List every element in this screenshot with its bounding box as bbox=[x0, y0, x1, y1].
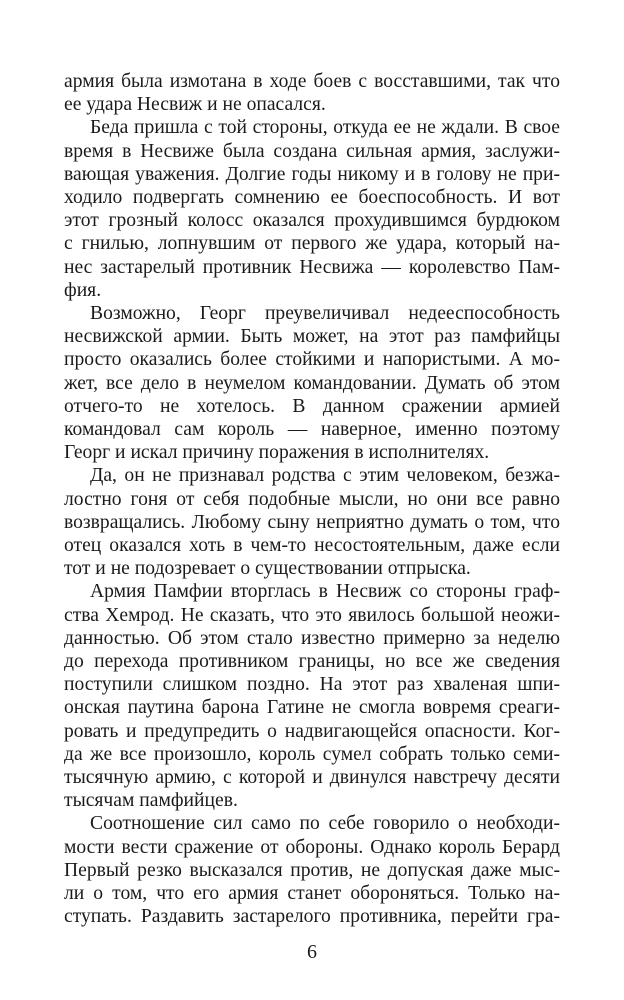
text-line: этот грозный колосс оказался прохудившимся бурдюком bbox=[64, 210, 560, 232]
text-line: лостно гоня от себя подобные мысли, но они все равно bbox=[64, 488, 560, 510]
text-line: до перехода противником границы, но все же сведения bbox=[64, 651, 560, 672]
text-line: Соотношение сил само по себе говорило о необходи- bbox=[90, 813, 560, 835]
text-line: ее удара Несвиж и не опасался. bbox=[64, 94, 326, 116]
text-line: Да, он не признавал родства с этим человеком, безжа- bbox=[90, 465, 560, 487]
text-line: да же все произошло, король сумел собрать только семи- bbox=[64, 743, 560, 765]
text-line: отчего-то не хотелось. В данном сражении армией bbox=[64, 395, 560, 417]
text-line: тот и не подозревает о существовании отпрыска. bbox=[64, 558, 471, 580]
text-line: ства Хемрод. Не сказать, что это явилось большой неожи- bbox=[64, 604, 560, 626]
text-line: нес застарелый противник Несвижа — королевство Пам- bbox=[64, 256, 560, 278]
text-line: поступили слишком поздно. На этот раз хваленая шпи- bbox=[64, 674, 560, 696]
text-line: мости вести сражение от обороны. Однако король Берард bbox=[64, 836, 560, 858]
text-line: Возможно, Георг преувеличивал недееспособность bbox=[90, 303, 560, 324]
text-line: вающая уважения. Долгие годы никому и в голову не при- bbox=[64, 163, 560, 185]
text-line: данностью. Об этом стало известно примерно за неделю bbox=[64, 627, 560, 649]
page-number: 6 bbox=[307, 941, 317, 963]
text-line: ходило подвергать сомнению ее боеспособность. И вот bbox=[64, 187, 560, 208]
text-line: командовал сам король — наверное, именно поэтому bbox=[64, 419, 560, 440]
text-line: просто оказались более стойкими и напористыми. А мо- bbox=[64, 349, 560, 371]
text-line: отец оказался хоть в чем-то несостоятельным, даже если bbox=[64, 535, 560, 556]
text-line: Первый резко высказался против, не допуская даже мыс- bbox=[64, 859, 560, 881]
text-line: Беда пришла с той стороны, откуда ее не ждали. В свое bbox=[90, 117, 560, 139]
text-line: время в Несвиже была создана сильная армия, заслужи- bbox=[64, 140, 560, 162]
text-line: с гнилью, лопнувшим от первого же удара, который на- bbox=[64, 233, 560, 255]
text-line: Армия Памфии вторглась в Несвиж со стороны граф- bbox=[90, 581, 560, 603]
text-line: ступать. Раздавить застарелого противника, перейти гра- bbox=[64, 906, 560, 928]
text-line: тысячам памфийцев. bbox=[64, 790, 238, 812]
text-line: армия была измотана в ходе боев с восставшими, так что bbox=[64, 71, 560, 92]
text-line: возвращались. Любому сыну неприятно думать о том, что bbox=[64, 511, 560, 533]
text-line: тысячную армию, с которой и двинулся навстречу десяти bbox=[64, 767, 560, 788]
text-line: онская паутина барона Гатине не смогла вовремя среаги- bbox=[64, 697, 560, 719]
text-line: фия. bbox=[64, 279, 102, 301]
text-line: ли о том, что его армия станет обороняться. Только на- bbox=[64, 883, 560, 904]
text-line: Георг и искал причину поражения в исполнителях. bbox=[64, 442, 490, 464]
text-line: несвижской армии. Быть может, на этот раз памфийцы bbox=[64, 326, 560, 348]
text-line: ровать и предупредить о надвигающейся опасности. Ког- bbox=[64, 720, 560, 742]
text-line: жет, все дело в неумелом командовании. Думать об этом bbox=[64, 372, 560, 394]
